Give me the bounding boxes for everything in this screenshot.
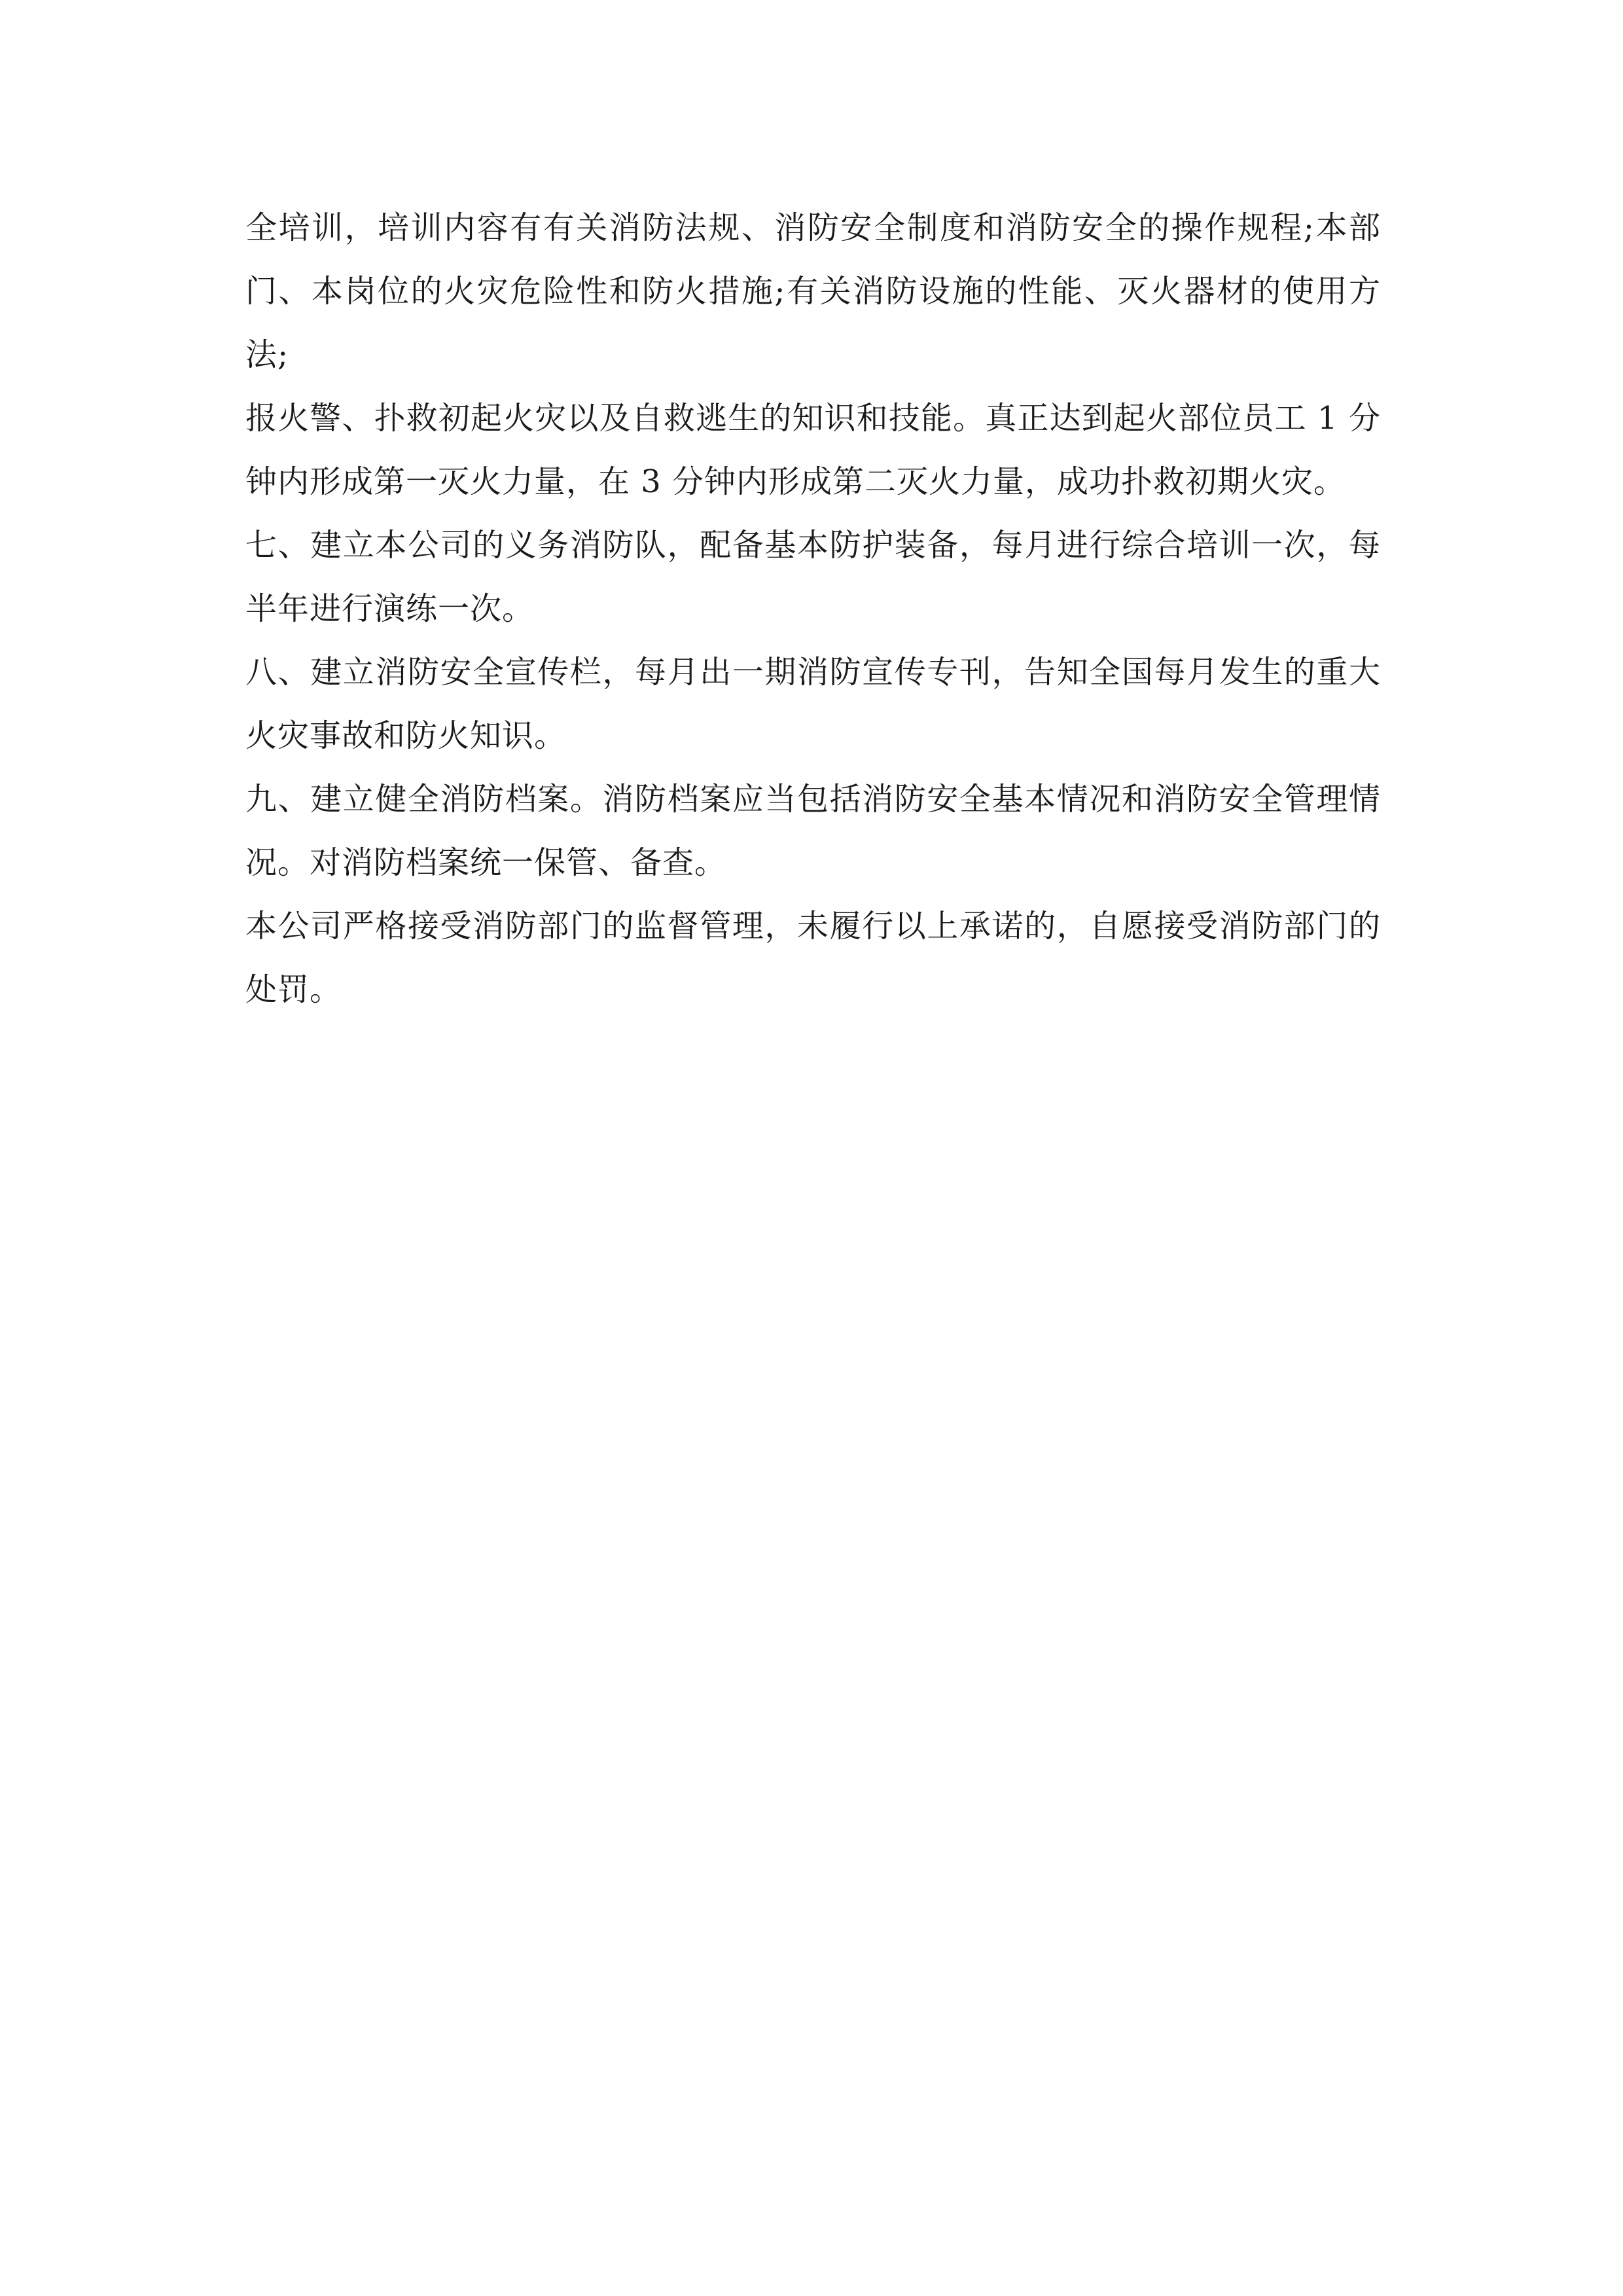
paragraph-fire-response: 报火警、扑救初起火灾以及自救逃生的知识和技能。真正达到起火部位员工 1 分钟内形成第一灭火力量，在 3 分钟内形成第二灭火力量，成功扑救初期火灾。 — [245, 400, 1381, 500]
document-body — [245, 196, 1381, 1022]
paragraph-commitment: 本公司严格接受消防部门的监督管理，未履行以上承诺的，自愿接受消防部门的处罚。 — [245, 908, 1381, 1008]
paragraph-item-seven: 七、建立本公司的义务消防队，配备基本防护装备，每月进行综合培训一次，每半年进行演练一次。 — [245, 527, 1381, 627]
paragraph-item-eight: 八、建立消防安全宣传栏，每月出一期消防宣传专刊，告知全国每月发生的重大火灾事故和防火知识。 — [245, 654, 1381, 754]
paragraph-item-nine: 九、建立健全消防档案。消防档案应当包括消防安全基本情况和消防安全管理情况。对消防档案统一保管、备查。 — [245, 781, 1381, 881]
paragraph-training-content: 全培训，培训内容有有关消防法规、消防安全制度和消防安全的操作规程;本部门、本岗位的火灾危险性和防火措施;有关消防设施的性能、灭火器材的使用方法; — [245, 209, 1381, 373]
